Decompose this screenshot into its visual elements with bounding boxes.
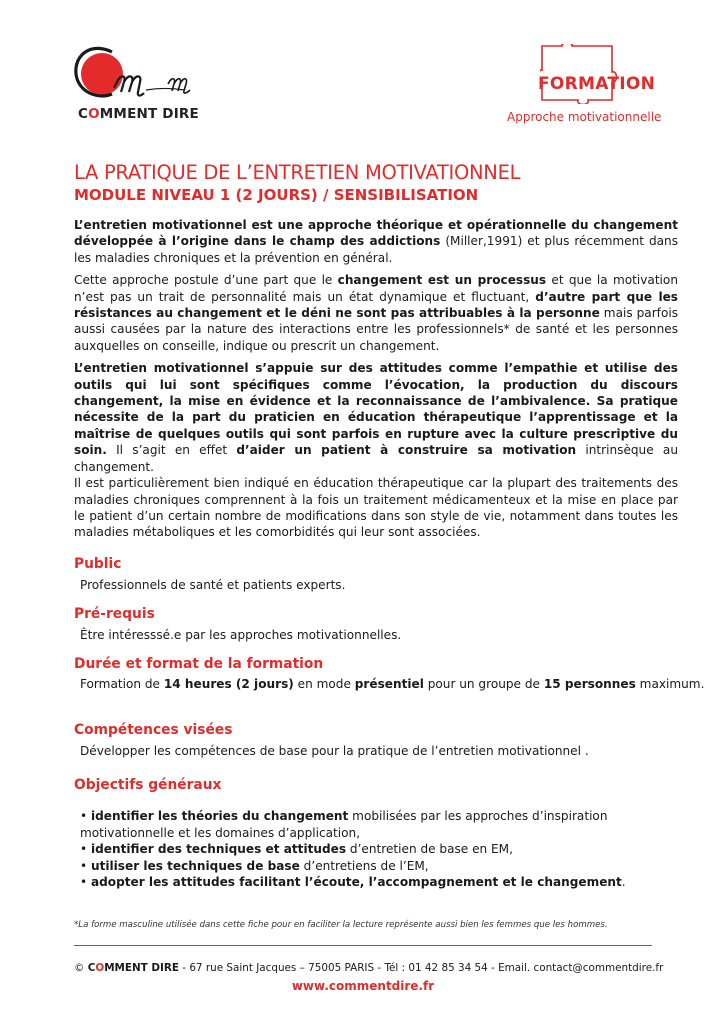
module-subtitle: MODULE NIVEAU 1 (2 JOURS) / SENSIBILISATION <box>74 186 479 204</box>
logo-wordmark <box>78 106 199 122</box>
intro-p2-bold-2: d’autre part que les résistances au changement et le déni ne sont pas attribuables à la personne <box>74 289 678 321</box>
section-heading-public: Public <box>74 556 122 572</box>
footer-address: - 67 rue Saint Jacques – 75005 PARIS - Tél : 01 42 85 34 54 - Email. contact@commentdire.fr <box>178 962 664 974</box>
intro-paragraph-1 <box>74 217 678 266</box>
footer-brand-o: O <box>95 962 105 974</box>
section-text-public: Professionnels de santé et patients experts. <box>80 578 346 592</box>
objective-3-text: d’entretiens de l’EM, <box>299 858 429 873</box>
badge-subtitle: Approche motivationnelle <box>507 110 662 124</box>
section-text-competences: Développer les compétences de base pour la pratique de l’entretien motivationnel . <box>80 744 589 758</box>
formation-badge <box>505 44 685 134</box>
objective-2-text: d’entretien de base en EM, <box>346 842 513 856</box>
duree-text-1: Formation de <box>80 677 164 691</box>
duree-text-4: maximum. <box>635 677 705 691</box>
intro-p3-text-2: intrinsèque au changement. <box>74 443 678 474</box>
cm-circle-logo-icon <box>72 44 207 106</box>
intro-p2-text-3: mais parfois aussi causées par la nature des interactions entre les professionnels* de santé et les personnes auxquelles on conseille, indique ou prescrit un changement. <box>74 306 678 353</box>
duree-text-3: pour un groupe de <box>423 677 544 691</box>
objectives-list <box>80 808 680 891</box>
section-heading-prerequis: Pré-requis <box>74 606 155 622</box>
intro-p3-bold-1: L’entretien motivationnel s’appuie sur des attitudes comme l’empathie et utilise des outils qui lui sont spécifiques comme l’évocation, la production du discours changement, la mise en évidence et la reconnaissance de l’ambivalence. Sa pratique nécessite de la part du praticien en éducation thérapeutique l’apprentissage et la maîtrise de quelques outils qui sont parfois en rupture avec la culture prescriptive du soin. <box>74 361 678 458</box>
logo-letter-o: O <box>88 106 100 122</box>
intro-p1-text: (Miller,1991) et plus récemment dans les maladies chroniques et la prévention en général. <box>74 234 678 265</box>
objective-4-text: . <box>621 875 626 889</box>
intro-paragraph-3 <box>74 360 678 475</box>
intro-paragraph-2 <box>74 272 678 354</box>
company-logo <box>72 44 207 126</box>
duree-bold-hours: 14 heures (2 jours) <box>163 677 294 691</box>
intro-p3-bold-2: d’aider un patient à construire sa motivation <box>236 443 577 458</box>
objective-1-bold: identifier les théories du changement <box>90 809 349 823</box>
badge-title: FORMATION <box>538 74 656 94</box>
section-text-prerequis: Être intéresssé.e par les approches motivationnelles. <box>80 628 402 642</box>
list-item <box>80 858 680 875</box>
intro-p3-text-1: Il s’agit en effet <box>106 443 237 458</box>
intro-p2-text-1: Cette approche postule d’une part que le <box>74 273 338 288</box>
section-text-duree <box>80 677 704 691</box>
list-item <box>80 808 680 841</box>
footer-contact <box>74 962 664 974</box>
section-heading-objectifs: Objectifs généraux <box>74 777 222 793</box>
intro-p2-bold-1: changement est un processus <box>337 273 547 288</box>
objective-2-bold: identifier des techniques et attitudes <box>90 842 347 856</box>
bullet: • <box>80 809 91 823</box>
footer-brand-c: C <box>87 962 96 974</box>
intro-p1-bold: L’entretien motivationnel est une approche théorique et opérationnelle du changement développée à l’origine dans le champ des addictions <box>74 218 678 249</box>
footer-website-link[interactable]: www.commentdire.fr <box>291 979 435 993</box>
list-item <box>80 874 680 891</box>
footer-brand-rest: MMENT DIRE <box>104 962 179 974</box>
objective-4-bold: adopter les attitudes facilitant l’écoute, l’accompagnement et le changement <box>90 875 622 889</box>
section-heading-competences: Compétences visées <box>74 722 233 738</box>
footnote: *La forme masculine utilisée dans cette fiche pour en faciliter la lecture représente aussi bien les femmes que les hommes. <box>74 920 608 930</box>
footer-divider <box>74 945 652 946</box>
section-heading-duree: Durée et format de la formation <box>74 656 324 672</box>
intro-p4-text: Il est particulièrement bien indiqué en éducation thérapeutique car la plupart des traitements des maladies chroniques comprennent à la fois un traitement médicamenteux et la mise en place par le patient d’un certain nombre de modifications dans son style de vie, notamment dans toutes les maladies métaboliques et les comorbidités qui leur sont associées. <box>74 476 678 540</box>
footer-brand <box>88 962 179 974</box>
objective-1-text: mobilisées par les approches d’inspiration motivationnelle et les domaines d’application, <box>80 809 608 840</box>
footer-copyright: © <box>74 962 88 974</box>
duree-bold-mode: présentiel <box>354 677 424 691</box>
objective-3-bold: utiliser les techniques de base <box>90 858 300 873</box>
logo-letter-c: C <box>78 106 89 122</box>
bullet: • <box>80 842 91 856</box>
bullet: • <box>80 858 91 873</box>
document-title: LA PRATIQUE DE L’ENTRETIEN MOTIVATIONNEL <box>74 161 521 184</box>
logo-letters-rest: MMENT DIRE <box>99 106 199 122</box>
intro-paragraph-4 <box>74 475 678 541</box>
duree-bold-group: 15 personnes <box>543 677 636 691</box>
intro-text <box>74 217 678 547</box>
list-item <box>80 841 680 858</box>
duree-text-2: en mode <box>293 677 355 691</box>
intro-p2-text-2: et que la motivation n’est pas un trait de personnalité mais un état dynamique et fluctuant, <box>74 273 678 304</box>
bullet: • <box>80 875 91 889</box>
